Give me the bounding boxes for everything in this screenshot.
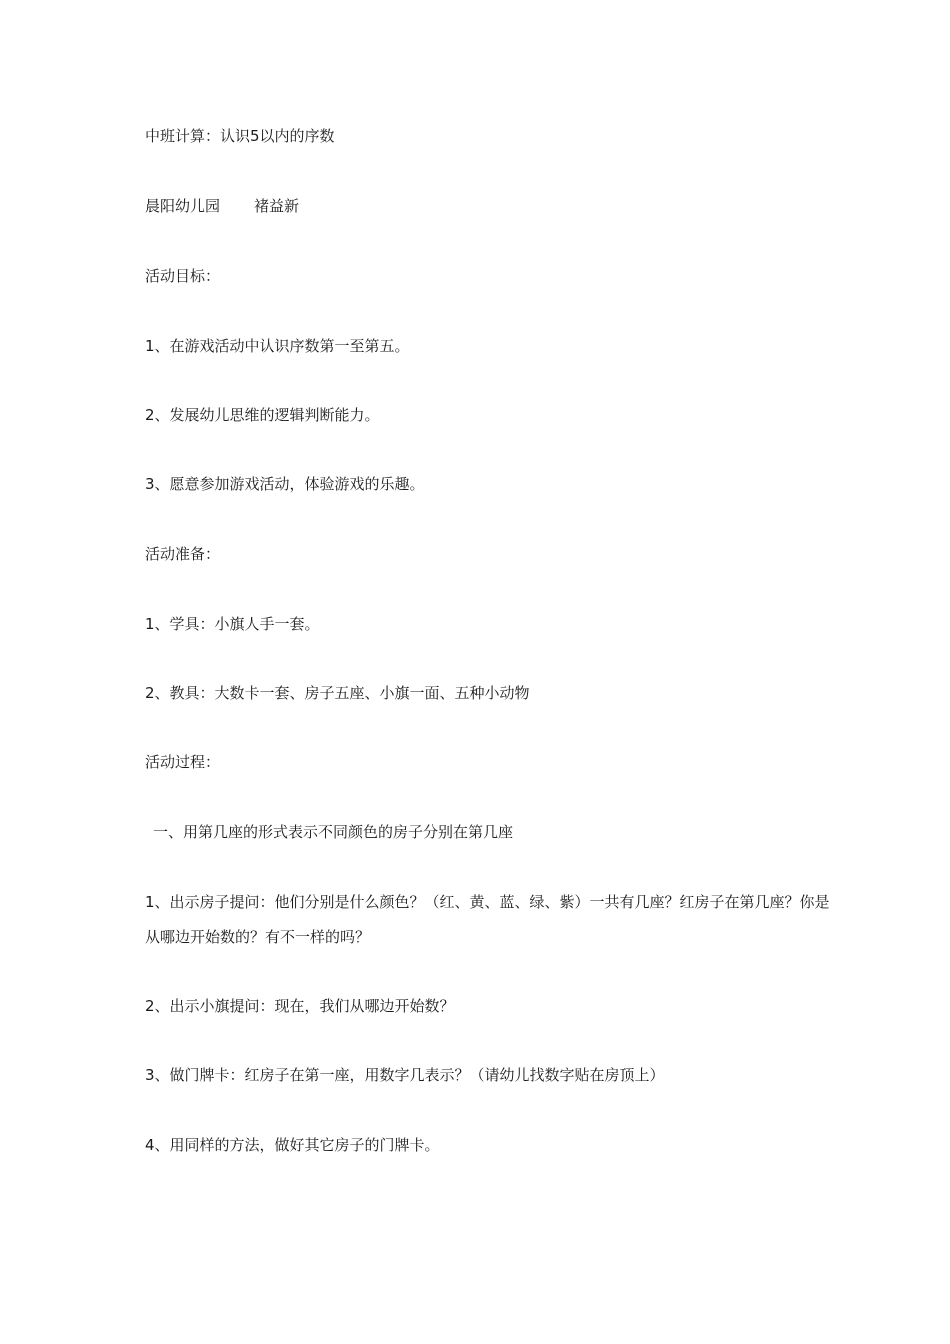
process-heading: 活动过程： [145, 753, 221, 771]
section-title-text: 一、用第几座的形式表示不同颜色的房子分别在第几座 [153, 823, 514, 841]
step-item: 1、出示房子提问：他们分别是什么颜色？（红、黄、蓝、绿、紫）一共有几座？红房子在第几座？你是从哪边开始数的？有不一样的吗？ [145, 893, 830, 946]
step-item: 2、出示小旗提问：现在，我们从哪边开始数？ [145, 997, 455, 1015]
byline [145, 189, 299, 224]
kindergarten-name: 晨阳幼儿园 [145, 197, 221, 215]
section-title [145, 815, 513, 850]
goals-heading: 活动目标： [145, 267, 221, 285]
document-title: 中班计算：认识5以内的序数 [145, 127, 335, 145]
goal-item: 3、愿意参加游戏活动，体验游戏的乐趣。 [145, 475, 425, 493]
prep-heading: 活动准备： [145, 545, 221, 563]
prep-item: 1、学具：小旗人手一套。 [145, 615, 320, 633]
step-item: 4、用同样的方法，做好其它房子的门牌卡。 [145, 1136, 440, 1154]
goal-item: 1、在游戏活动中认识序数第一至第五。 [145, 337, 410, 355]
prep-item: 2、教具：大数卡一套、房子五座、小旗一面、五种小动物 [145, 684, 530, 702]
author-name: 褚益新 [254, 197, 300, 215]
step-item: 3、做门牌卡：红房子在第一座，用数字几表示？（请幼儿找数字贴在房顶上） [145, 1066, 665, 1084]
goal-item: 2、发展幼儿思维的逻辑判断能力。 [145, 406, 380, 424]
